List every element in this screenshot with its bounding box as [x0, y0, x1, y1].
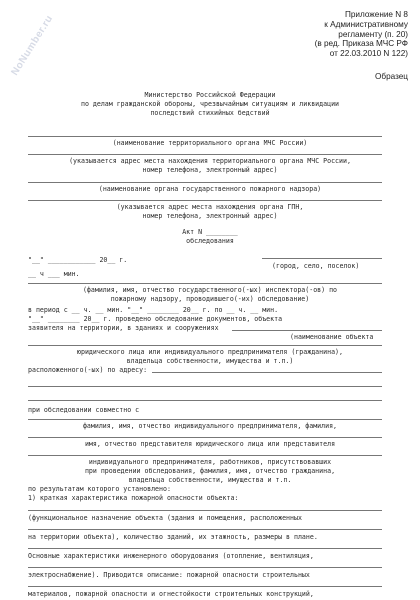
appendix-line: Приложение N 8 — [344, 10, 408, 19]
appendix-header — [315, 10, 408, 59]
blank-line — [28, 345, 382, 346]
period-line: "__" ________ 20__ г. проведено обследование документов, объекта — [28, 315, 283, 323]
watermark-text: NoNumber.ru — [9, 13, 56, 78]
persons-note: при проведении обследования, фамилия, имя, отчество гражданина, — [84, 467, 336, 475]
blank-line — [262, 258, 382, 259]
gpn-address-note: номер телефона, электронный адрес) — [142, 212, 278, 220]
inspector-note: (фамилия, имя, отчество государственного(-ых) инспектора(-ов) по — [82, 286, 338, 294]
blank-line — [28, 586, 382, 587]
characteristics-line: электроснабжение). Приводится описание: пожарной опасности строительных — [28, 571, 310, 579]
appendix-line: к Административному — [324, 19, 408, 29]
blank-line — [28, 154, 382, 155]
blank-line — [28, 529, 382, 530]
blank-line — [28, 419, 382, 420]
appendix-line: регламенту (п. 20) — [338, 29, 408, 39]
blank-line — [28, 437, 382, 438]
act-date: "__" ____________ 20__ г. — [28, 256, 128, 264]
blank-line — [28, 283, 382, 284]
characteristics-line: на территории объекта), количество зданий, их этажность, размеры в плане. — [28, 533, 318, 541]
blank-line — [28, 182, 382, 183]
sample-label: Образец — [375, 72, 408, 81]
appendix-line: от 22.03.2010 N 122) — [329, 49, 408, 59]
blank-line — [28, 200, 382, 201]
item1-label: 1) краткая характеристика пожарной опасности объекта: — [28, 494, 239, 502]
persons-note: фамилия, имя, отчество индивидуального предпринимателя, фамилия, — [82, 422, 338, 430]
blank-line — [152, 372, 382, 373]
persons-note: имя, отчество представителя юридического лица или представителя — [84, 440, 336, 448]
joint-label: при обследовании совместно с — [28, 406, 140, 414]
place-note: (город, село, поселок) — [272, 262, 360, 270]
located-label: расположенного(-ых) по адресу: — [28, 366, 148, 374]
characteristics-line: (функциональное назначение объекта (здания и помещения, расположенных — [28, 514, 302, 522]
characteristics-line: Основные характеристики инженерного оборудования (отопление, вентиляция, — [28, 552, 314, 560]
blank-line — [28, 136, 382, 137]
object-name-note: (наименование объекта — [290, 333, 374, 341]
gpn-address-note: (указывается адрес места нахождения органа ГПН, — [116, 203, 304, 211]
ministry-line: последствий стихийных бедствий — [150, 109, 270, 117]
result-label: по результатам которого установлено: — [28, 485, 171, 493]
address-note: (указывается адрес места нахождения территориального органа МЧС России, — [69, 157, 351, 165]
persons-note: индивидуального предпринимателя, работников, присутствовавших — [88, 458, 332, 466]
blank-line — [28, 567, 382, 568]
persons-note: владельца собственности, имущества и т.п. — [128, 476, 292, 484]
legal-note: юридического лица или индивидуального предпринимателя (гражданина), — [77, 348, 343, 356]
characteristics-line: материалов, пожарной опасности и огнестойкости строительных конструкций, — [28, 590, 314, 598]
period-line: в период с __ ч. __ мин. "__" ________ 20__ г. по __ ч. __ мин. — [28, 306, 279, 314]
blank-line — [232, 330, 382, 331]
blank-line — [28, 455, 382, 456]
watermark-logo — [8, 10, 60, 80]
legal-note: владельца собственности, имущества и т.п.) — [126, 357, 294, 365]
blank-line — [28, 400, 382, 401]
organ-note: (наименование территориального органа МЧС России) — [112, 139, 308, 147]
act-time: __ ч ___ мин. — [28, 270, 80, 278]
address-note: номер телефона, электронный адрес) — [142, 166, 278, 174]
ministry-line: Министерство Российской Федерации — [144, 91, 276, 99]
act-subtitle: обследования — [186, 237, 234, 245]
gpn-organ-note: (наименование органа государственного пожарного надзора) — [98, 185, 322, 193]
act-title: Акт N ________ — [182, 228, 238, 236]
ministry-line: по делам гражданской обороны, чрезвычайным ситуациям и ликвидации — [80, 100, 340, 108]
appendix-line: (в ред. Приказа МЧС РФ — [314, 39, 408, 49]
blank-line — [28, 386, 382, 387]
period-line: заявителя на территории, в зданиях и сооружениях — [28, 324, 219, 332]
inspector-note: пожарному надзору, проводившего(-их) обследование) — [110, 295, 310, 303]
blank-line — [28, 548, 382, 549]
blank-line — [28, 510, 382, 511]
